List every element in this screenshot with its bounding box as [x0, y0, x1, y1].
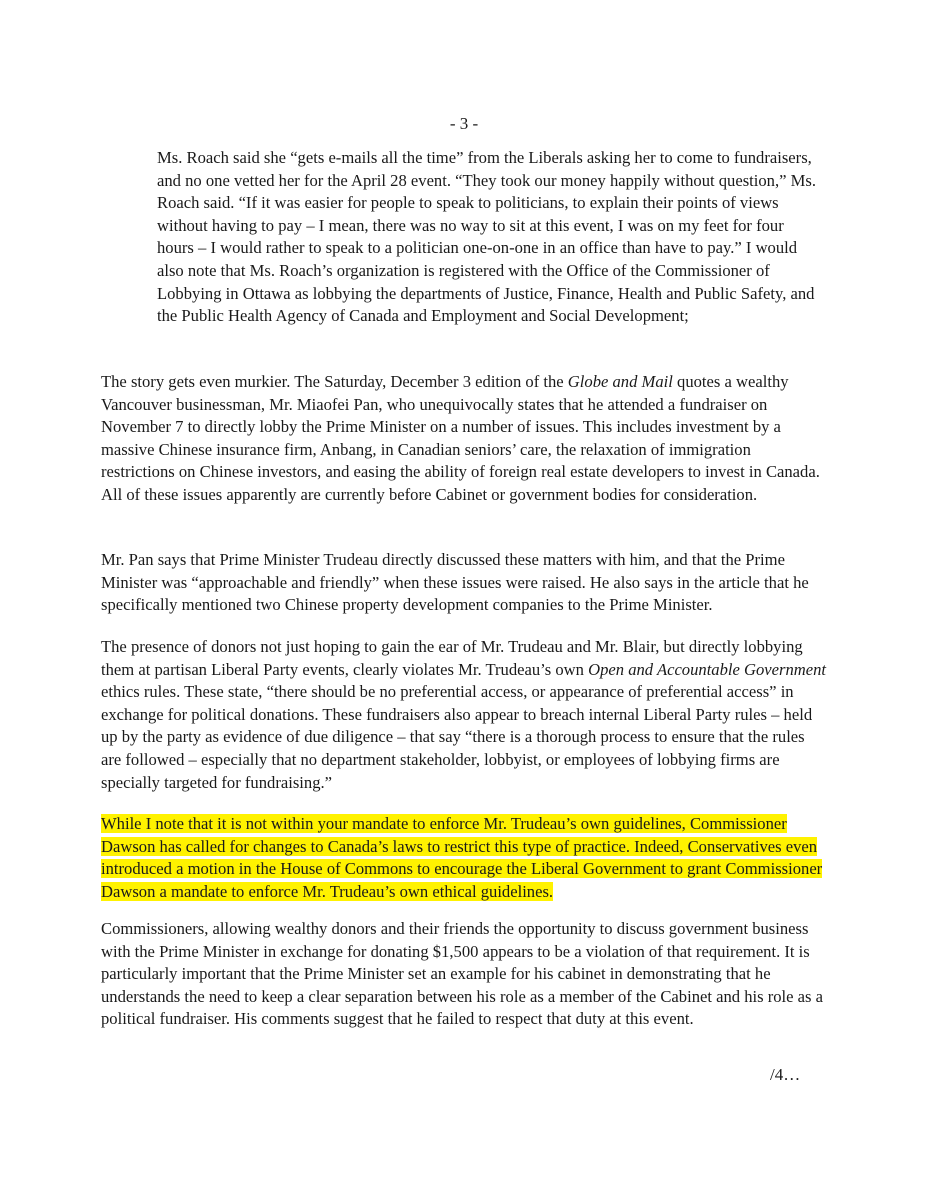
paragraph-highlighted — [101, 813, 828, 903]
block-quote-paragraph: Ms. Roach said she “gets e-mails all the time” from the Liberals asking her to come to fundraisers, and no one vetted her for the April 28 event. “They took our money happily without question,” Ms. Roach said. “If it was easier for people to speak to politicians, to explain their points of views without having to pay – I mean, there was no way to sit at this event, I was on my feet for four hours – I would rather to speak to a politician one-on-one in an office than have to pay.” I would also note that Ms. Roach’s organization is registered with the Office of the Commissioner of Lobbying in Ottawa as lobbying the departments of Justice, Finance, Health and Public Safety, and the Public Health Agency of Canada and Employment and Social Development; — [157, 148, 817, 326]
paragraph-globe-and-mail — [101, 371, 828, 507]
paragraph-text: ethics rules. These state, “there should be no preferential access, or appearance of preferential access” in exchange for political donations. These fundraisers also appear to breach internal Liberal Party rules – held up by the party as evidence of due diligence – that say “there is a thorough process to ensure that the rules are followed – especially that no department stakeholder, lobbyist, or employees of lobbying firms are specially targeted for fundraising.” — [101, 682, 813, 792]
paragraph-ethics-rules — [101, 636, 828, 794]
paragraph-text: The presence of donors not just hoping to gain the ear of Mr. Trudeau and Mr. Blair, but directly lobbying them at partisan Liberal Party events, clearly violates Mr. Trudeau’s own — [101, 637, 803, 679]
paragraph-text: The story gets even murkier. The Saturday, December 3 edition of the — [101, 372, 568, 391]
page-number: - 3 - — [449, 114, 479, 133]
paragraph-mr-pan: Mr. Pan says that Prime Minister Trudeau directly discussed these matters with him, and that the Prime Minister was “approachable and friendly” when these issues were raised. He also says in the article that he specifically mentioned two Chinese property development companies to the Prime Minister. — [101, 550, 809, 615]
publication-title: Globe and Mail — [567, 372, 673, 391]
paragraph-commissioners: Commissioners, allowing wealthy donors and their friends the opportunity to discuss government business with the Prime Minister in exchange for donating $1,500 appears to be a violation of that requirement. It is particularly important that the Prime Minister set an example for his cabinet in demonstrating that he understands the need to keep a clear separation between his role as a member of the Cabinet and his role as a political fundraiser. His comments suggest that he failed to respect that duty at this event. — [101, 919, 824, 1029]
guideline-title: Open and Accountable Government — [588, 659, 827, 679]
continuation-marker: /4… — [770, 1065, 801, 1084]
paragraph-text: quotes a wealthy Vancouver businessman, Mr. Miaofei Pan, who unequivocally states that he attended a fundraiser on November 7 to directly lobby the Prime Minister on a number of issues. This includes investment by a massive Chinese insurance firm, Anbang, in Canadian seniors’ care, the relaxation of immigration restrictions on Chinese investors, and easing the ability of foreign real estate developers to invest in Canada. All of these issues apparently are currently before Cabinet or government bodies for consideration. — [101, 372, 820, 504]
highlighted-text: While I note that it is not within your mandate to enforce Mr. Trudeau’s own guidelines, Commissioner Dawson has called for changes to Canada’s laws to restrict this type of practice. Indeed, Conservatives even introduced a motion in the House of Commons to encourage the Liberal Government to grant Commissioner Dawson a mandate to enforce Mr. Trudeau’s own ethical guidelines. — [101, 814, 823, 901]
